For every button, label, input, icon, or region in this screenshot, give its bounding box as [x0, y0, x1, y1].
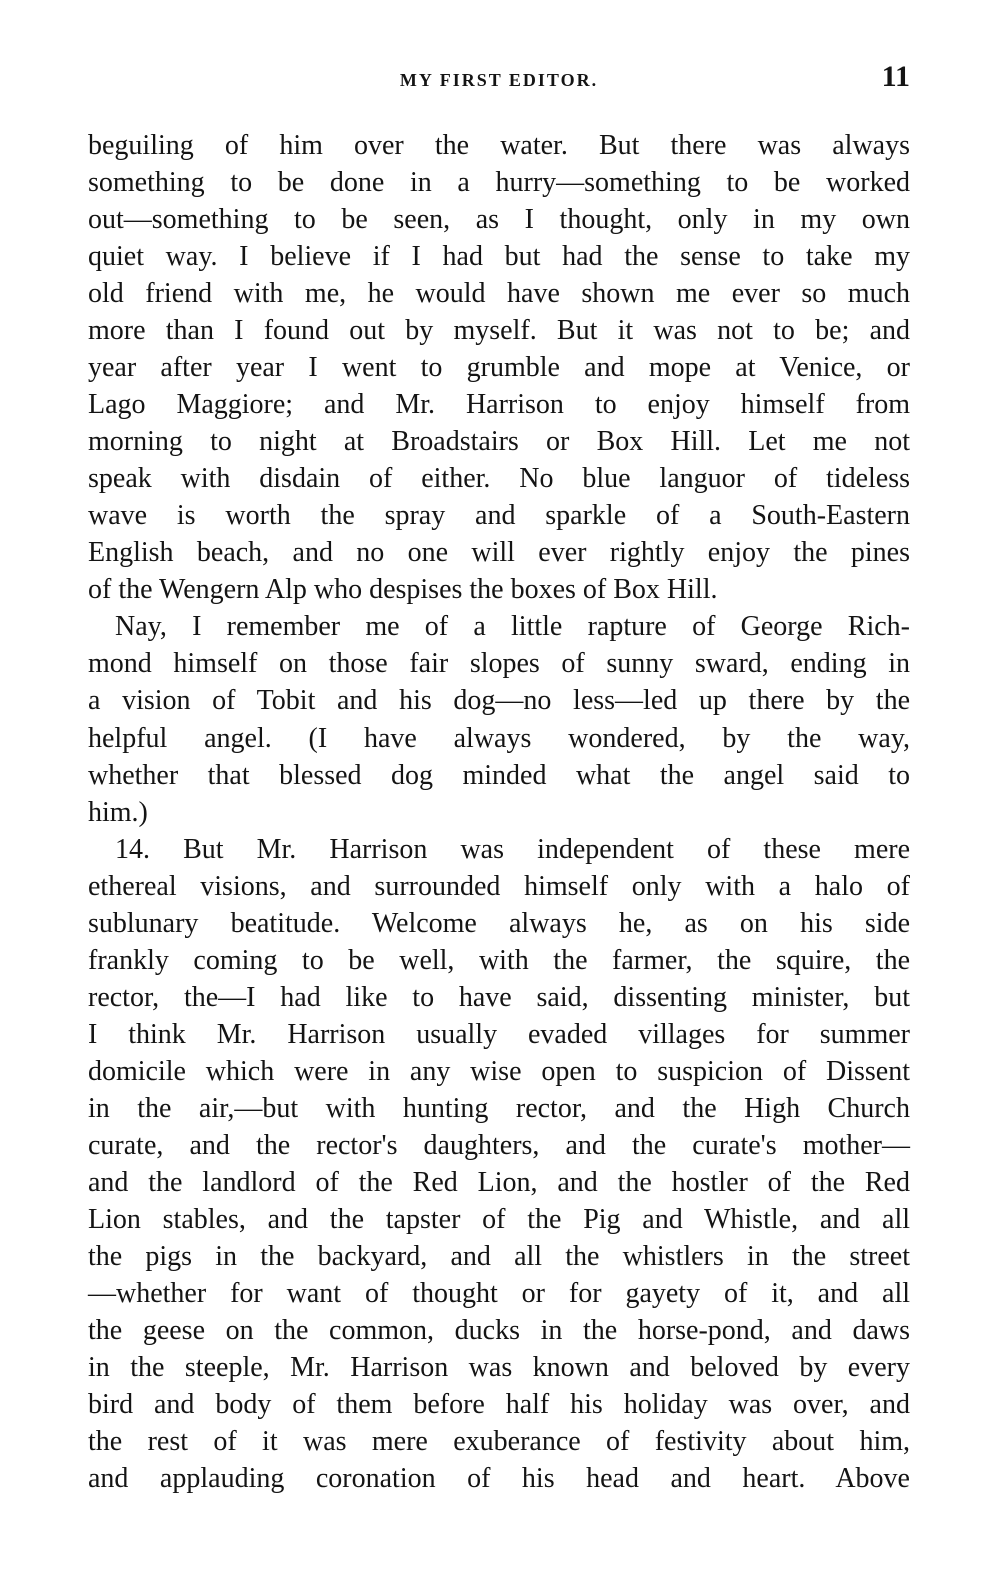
text-line: morning to night at Broadstairs or Box Hill. Let me not [88, 426, 910, 458]
text-line: English beach, and no one will ever rightly enjoy the pines [88, 537, 910, 569]
text-line: something to be done in a hurry—something to be worked [88, 167, 910, 199]
text-line: in the steeple, Mr. Harrison was known and beloved by every [88, 1352, 910, 1384]
text-line: him.) [88, 796, 148, 828]
text-line: 14. But Mr. Harrison was independent of these mere [115, 833, 910, 865]
body-text [88, 127, 910, 1497]
text-line: a vision of Tobit and his dog—no less—led up there by the [88, 685, 910, 717]
text-line: —whether for want of thought or for gayety of it, and all [88, 1277, 910, 1309]
text-line: helpful angel. (I have always wondered, by the way, [88, 722, 910, 754]
text-line: I think Mr. Harrison usually evaded villages for summer [88, 1018, 910, 1050]
text-line: Lion stables, and the tapster of the Pig and Whistle, and all [88, 1203, 910, 1235]
text-line: and applauding coronation of his head and heart. Above [88, 1463, 910, 1495]
running-title: MY FIRST EDITOR. [399, 70, 599, 90]
text-line: out—something to be seen, as I thought, only in my own [88, 204, 910, 236]
text-line: quiet way. I believe if I had but had the sense to take my [88, 241, 910, 273]
text-line: domicile which were in any wise open to suspicion of Dissent [88, 1055, 910, 1087]
text-line: year after year I went to grumble and mope at Venice, or [88, 352, 910, 384]
text-line: speak with disdain of either. No blue languor of tideless [88, 463, 910, 495]
text-line: curate, and the rector's daughters, and the curate's mother— [88, 1129, 910, 1161]
text-line: whether that blessed dog minded what the angel said to [88, 759, 910, 791]
text-line: in the air,—but with hunting rector, and the High Church [88, 1092, 910, 1124]
text-line: the geese on the common, ducks in the horse-pond, and daws [88, 1315, 910, 1346]
text-line: Lago Maggiore; and Mr. Harrison to enjoy himself from [88, 389, 910, 421]
text-line: wave is worth the spray and sparkle of a South-Eastern [88, 500, 910, 532]
text-line: rector, the—I had like to have said, dissenting minister, but [88, 981, 910, 1013]
text-line: of the Wengern Alp who despises the boxes of Box Hill. [88, 574, 718, 606]
text-line: beguiling of him over the water. But there was always [88, 130, 910, 161]
text-line: the pigs in the backyard, and all the whistlers in the street [88, 1240, 910, 1272]
running-head [88, 60, 910, 100]
text-line: mond himself on those fair slopes of sunny sward, ending in [88, 648, 910, 680]
text-line: and the landlord of the Red Lion, and the hostler of the Red [88, 1166, 910, 1198]
text-line: old friend with me, he would have shown me ever so much [88, 278, 910, 310]
text-line: bird and body of them before half his holiday was over, and [88, 1389, 910, 1421]
page-number: 11 [881, 60, 910, 93]
text-line: frankly coming to be well, with the farmer, the squire, the [88, 944, 910, 976]
text-line: the rest of it was mere exuberance of festivity about him, [88, 1426, 910, 1458]
text-line: sublunary beatitude. Welcome always he, as on his side [88, 907, 910, 939]
text-line: more than I found out by myself. But it was not to be; and [88, 315, 910, 347]
text-line: ethereal visions, and surrounded himself only with a halo of [88, 870, 910, 902]
text-line: Nay, I remember me of a little rapture of George Rich- [115, 611, 910, 643]
